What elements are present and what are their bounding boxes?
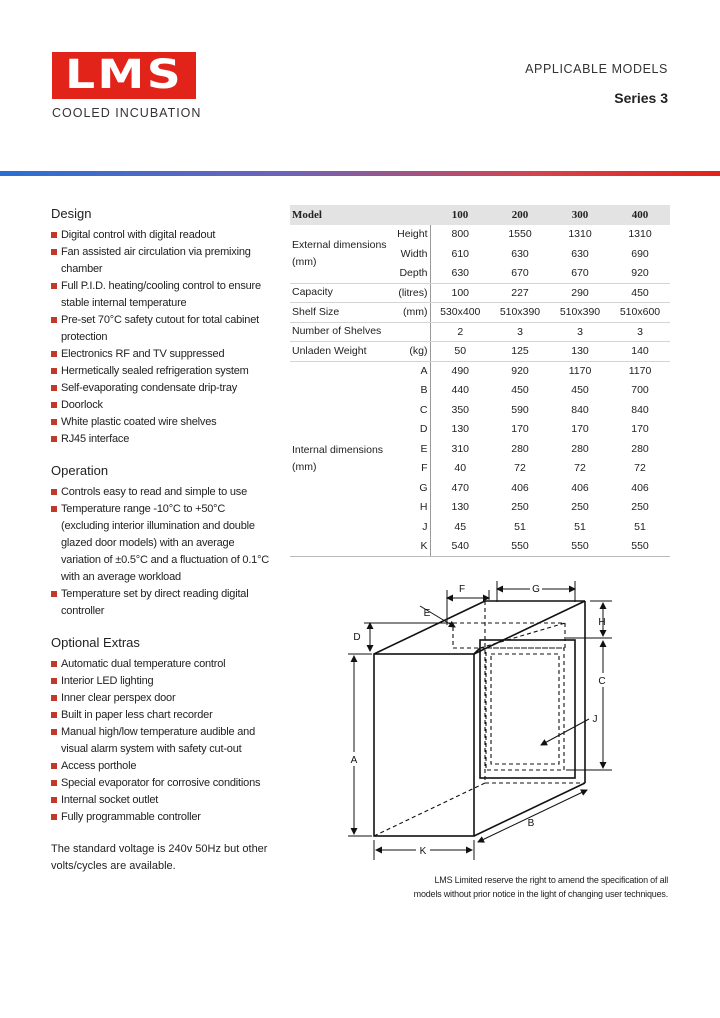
table-cell: 1310 [628,228,652,241]
dimension-diagram [340,575,630,865]
table-cell: 1550 [508,228,532,241]
table-cell: 290 [550,283,610,303]
table-cell: 550 [610,537,670,557]
row-sublabel: (litres) [390,283,430,303]
table-cell: 800 [451,228,470,241]
feature-item: Temperature set by direct reading digital controller [51,586,273,620]
table-cell: 170 [511,423,529,436]
feature-item: Internal socket outlet [51,792,273,809]
group-label: Capacity [290,283,390,303]
row-sublabel: C [390,400,430,420]
table-cell: 130 [451,423,470,436]
table-cell: 250 [571,501,589,514]
table-cell: 51 [634,520,646,533]
table-cell: 470 [451,481,470,494]
group-label: Unladen Weight [290,342,390,362]
feature-item: Pre-set 70°C safety cutout for total cabinet protection [51,312,273,346]
group-label: Internal dimensions (mm) [290,361,390,556]
table-cell: 3 [610,322,670,342]
disclaimer: LMS Limited reserve the right to amend the specification of all models without prior notice in the light of changing user techniques. [413,875,668,899]
feature-item: Access porthole [51,758,273,775]
row-sublabel: A [390,361,430,381]
table-cell: 310 [451,442,470,455]
feature-item: Self-evaporating condensate drip-tray [51,380,273,397]
section-title: Operation [51,463,109,478]
table-cell: 170 [631,423,649,436]
feature-item: Digital control with digital readout [51,227,273,244]
feature-item: Controls easy to read and simple to use [51,484,273,501]
features-column [51,206,273,875]
table-header-cell: Model [290,205,430,225]
feature-item: Fan assisted air circulation via premixing chamber [51,244,273,278]
row-sublabel: (mm) [390,303,430,323]
table-cell: 280 [571,442,589,455]
row-sublabel: H [390,498,430,518]
table-cell: 130 [550,342,610,362]
table-header-cell: 200 [490,205,550,225]
table-header-cell: 300 [550,205,610,225]
table-header-row [290,205,670,225]
table-cell: 45 [454,520,467,533]
table-row [290,322,670,342]
table-cell: 920 [511,365,529,377]
row-sublabel: Height [390,225,430,245]
table-cell: 840 [571,403,589,416]
table-cell: 2 [430,322,490,342]
cabinet-outline [374,601,585,836]
table-cell: 72 [634,462,646,475]
table-cell: 670 [490,264,550,284]
table-cell: 450 [610,283,670,303]
table-cell: 140 [610,342,670,362]
table-cell: 920 [610,264,670,284]
table-cell: 450 [511,384,529,397]
table-cell: 510x390 [490,303,550,323]
group-label: Shelf Size [290,303,390,323]
table-cell: 1170 [568,365,592,377]
table-cell: 1310 [568,228,592,241]
voltage-note: The standard voltage is 240v 50Hz but other volts/cycles are available. [51,843,268,872]
table-cell: 510x600 [610,303,670,323]
row-sublabel: D [390,420,430,440]
specification-table [290,205,670,557]
row-sublabel: (kg) [390,342,430,362]
table-cell: 51 [514,520,526,533]
table-cell: 280 [631,442,649,455]
feature-item: RJ45 interface [51,431,273,448]
feature-item: Interior LED lighting [51,673,273,690]
table-cell: 130 [451,501,470,514]
table-cell: 50 [430,342,490,362]
series-title: Series 3 [614,90,668,106]
feature-item: Automatic dual temperature control [51,656,273,673]
table-cell: 590 [511,403,529,416]
table-cell: 3 [490,322,550,342]
label-f: F [458,584,466,595]
table-cell: 350 [451,403,470,416]
table-row [290,225,670,245]
table-cell: 700 [631,384,649,397]
section-title: Design [51,206,92,221]
table-cell: 250 [631,501,649,514]
row-sublabel: G [390,478,430,498]
feature-item: Hermetically sealed refrigeration system [51,363,273,380]
feature-item: Built in paper less chart recorder [51,707,273,724]
label-b: B [527,818,535,829]
lms-logo [52,52,196,99]
feature-item: Temperature range -10°C to +50°C (excluding interior illumination and double glazed door models) with an average variation of ±0.5°C and a fluctuation of 0.1°C with an average workload [51,501,273,586]
feature-list [51,656,273,826]
table-row [290,361,670,381]
feature-item: Manual high/low temperature audible and visual alarm system with safety cut-out [51,724,273,758]
logo-text: LMS [64,52,184,98]
label-k: K [419,846,427,857]
table-cell: 125 [490,342,550,362]
feature-item: Inner clear perspex door [51,690,273,707]
label-j: J [592,714,598,725]
row-sublabel [390,322,430,342]
table-cell: 550 [550,537,610,557]
table-cell: 670 [550,264,610,284]
table-cell: 406 [631,481,649,494]
table-cell: 630 [430,264,490,284]
row-sublabel: F [390,459,430,479]
feature-item: White plastic coated wire shelves [51,414,273,431]
table-cell: 100 [430,283,490,303]
table-cell: 40 [454,462,467,475]
feature-item: Special evaporator for corrosive conditions [51,775,273,792]
row-sublabel: J [390,517,430,537]
table-cell: 406 [571,481,589,494]
table-cell: 510x390 [550,303,610,323]
group-label: Number of Shelves [290,322,390,342]
feature-list [51,227,273,448]
table-cell: 540 [430,537,490,557]
table-row [290,303,670,323]
table-cell: 490 [451,365,470,377]
table-row [290,342,670,362]
table-header-cell: 100 [430,205,490,225]
section-title: Optional Extras [51,635,140,650]
feature-item: Doorlock [51,397,273,414]
table-cell: 51 [574,520,586,533]
table-cell: 72 [514,462,526,475]
label-c: C [598,676,606,687]
table-cell: 250 [511,501,529,514]
row-sublabel: K [390,537,430,557]
table-cell: 840 [631,403,649,416]
feature-item: Fully programmable controller [51,809,273,826]
row-sublabel: B [390,381,430,401]
table-cell: 440 [451,384,470,397]
applicable-models-label: APPLICABLE MODELS [525,62,668,76]
table-cell: 450 [571,384,589,397]
feature-item: Full P.I.D. heating/cooling control to ensure stable internal temperature [51,278,273,312]
table-cell: 630 [571,247,589,260]
table-cell: 280 [511,442,529,455]
tagline: COOLED INCUBATION [52,106,202,120]
label-e: E [423,608,431,619]
row-sublabel: Width [390,244,430,264]
table-row [290,283,670,303]
table-cell: 690 [631,247,649,260]
table-cell: 610 [451,247,470,260]
feature-item: Electronics RF and TV suppressed [51,346,273,363]
label-g: G [532,584,540,595]
label-a: A [350,755,358,766]
table-cell: 630 [511,247,529,260]
table-cell: 406 [511,481,529,494]
row-sublabel: Depth [390,264,430,284]
table-cell: 3 [550,322,610,342]
table-cell: 530x400 [430,303,490,323]
table-cell: 550 [490,537,550,557]
row-sublabel: E [390,439,430,459]
table-header-cell: 400 [610,205,670,225]
table-cell: 1170 [628,365,652,377]
table-cell: 72 [574,462,586,475]
table-cell: 227 [490,283,550,303]
label-h: H [598,617,606,628]
header-divider [0,171,720,176]
table-cell: 170 [571,423,589,436]
feature-list [51,484,273,620]
group-label: External dimensions (mm) [290,225,390,284]
label-d: D [353,632,361,643]
